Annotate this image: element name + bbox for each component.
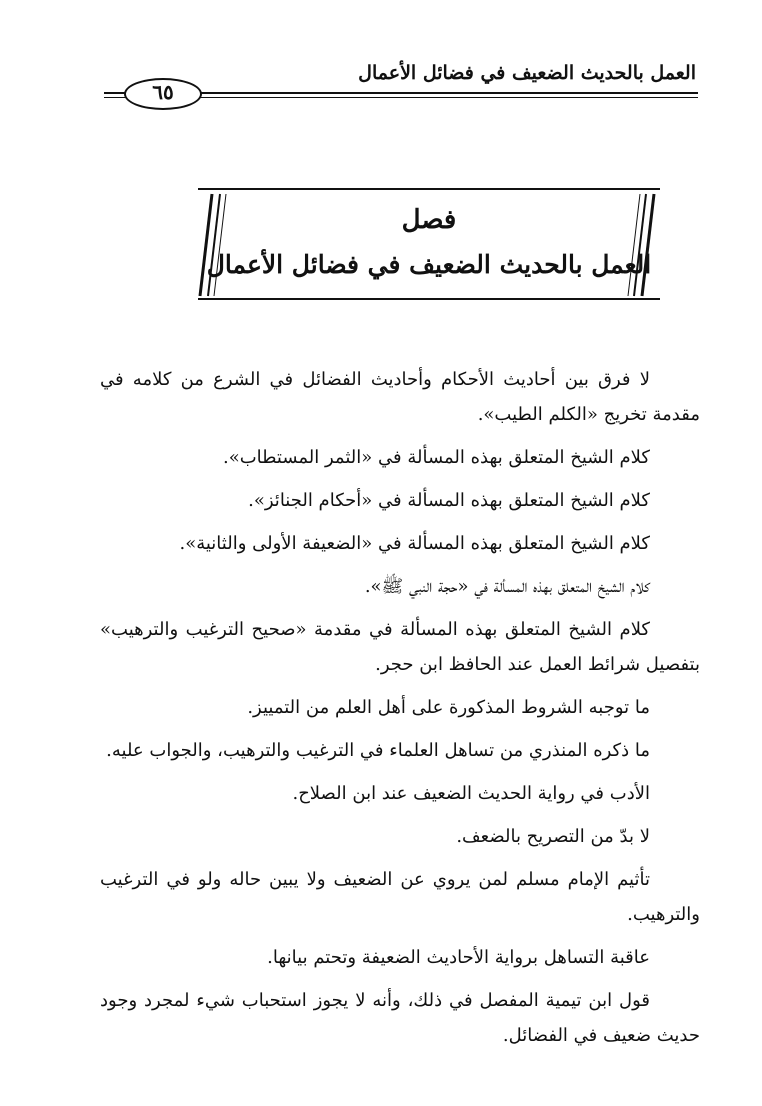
page-number-badge	[124, 78, 202, 110]
title-frame-ornament	[198, 186, 660, 302]
paragraph: ما توجبه الشروط المذكورة على أهل العلم من التمييز.	[247, 697, 650, 718]
paragraph: عاقبة التساهل برواية الأحاديث الضعيفة وتحتم بيانها.	[267, 947, 650, 968]
running-header-title: العمل بالحديث الضعيف في فضائل الأعمال	[358, 62, 696, 84]
paragraph: ما ذكره المنذري من تساهل العلماء في الترغيب والترهيب، والجواب عليه.	[106, 740, 650, 761]
section-title-frame	[198, 186, 660, 302]
paragraph: كلام الشيخ المتعلق بهذه المسألة في «الثمر المستطاب».	[222, 447, 650, 468]
paragraph: كلام الشيخ المتعلق بهذه المسألة في «حجة النبي ﷺ».	[364, 576, 650, 597]
paragraph: كلام الشيخ المتعلق بهذه المسألة في «الضعيفة الأولى والثانية».	[179, 533, 650, 554]
section-title: العمل بالحديث الضعيف في فضائل الأعمال	[206, 250, 652, 279]
section-label: فصل	[401, 205, 457, 235]
paragraph: كلام الشيخ المتعلق بهذه المسألة في مقدمة «صحيح الترغيب والترهيب» بتفصيل شرائط العمل عند الحافظ ابن حجر.	[100, 619, 700, 675]
page-number: ٦٥	[152, 80, 174, 104]
paragraph: لا فرق بين أحاديث الأحكام وأحاديث الفضائل في الشرع من كلامه في مقدمة تخريج «الكلم الطيب».	[100, 369, 700, 425]
paragraph: تأثيم الإمام مسلم لمن يروي عن الضعيف ولا يبين حاله ولو في الترغيب والترهيب.	[100, 869, 700, 925]
paragraph: الأدب في رواية الحديث الضعيف عند ابن الصلاح.	[292, 783, 650, 804]
paragraph: كلام الشيخ المتعلق بهذه المسألة في «أحكام الجنائز».	[248, 490, 650, 511]
paragraph: قول ابن تيمية المفصل في ذلك، وأنه لا يجوز استحباب شيء لمجرد وجود حديث ضعيف في الفضائل.	[100, 990, 700, 1046]
body-text	[100, 362, 700, 1061]
paragraph: لا بدّ من التصريح بالضعف.	[456, 826, 650, 847]
